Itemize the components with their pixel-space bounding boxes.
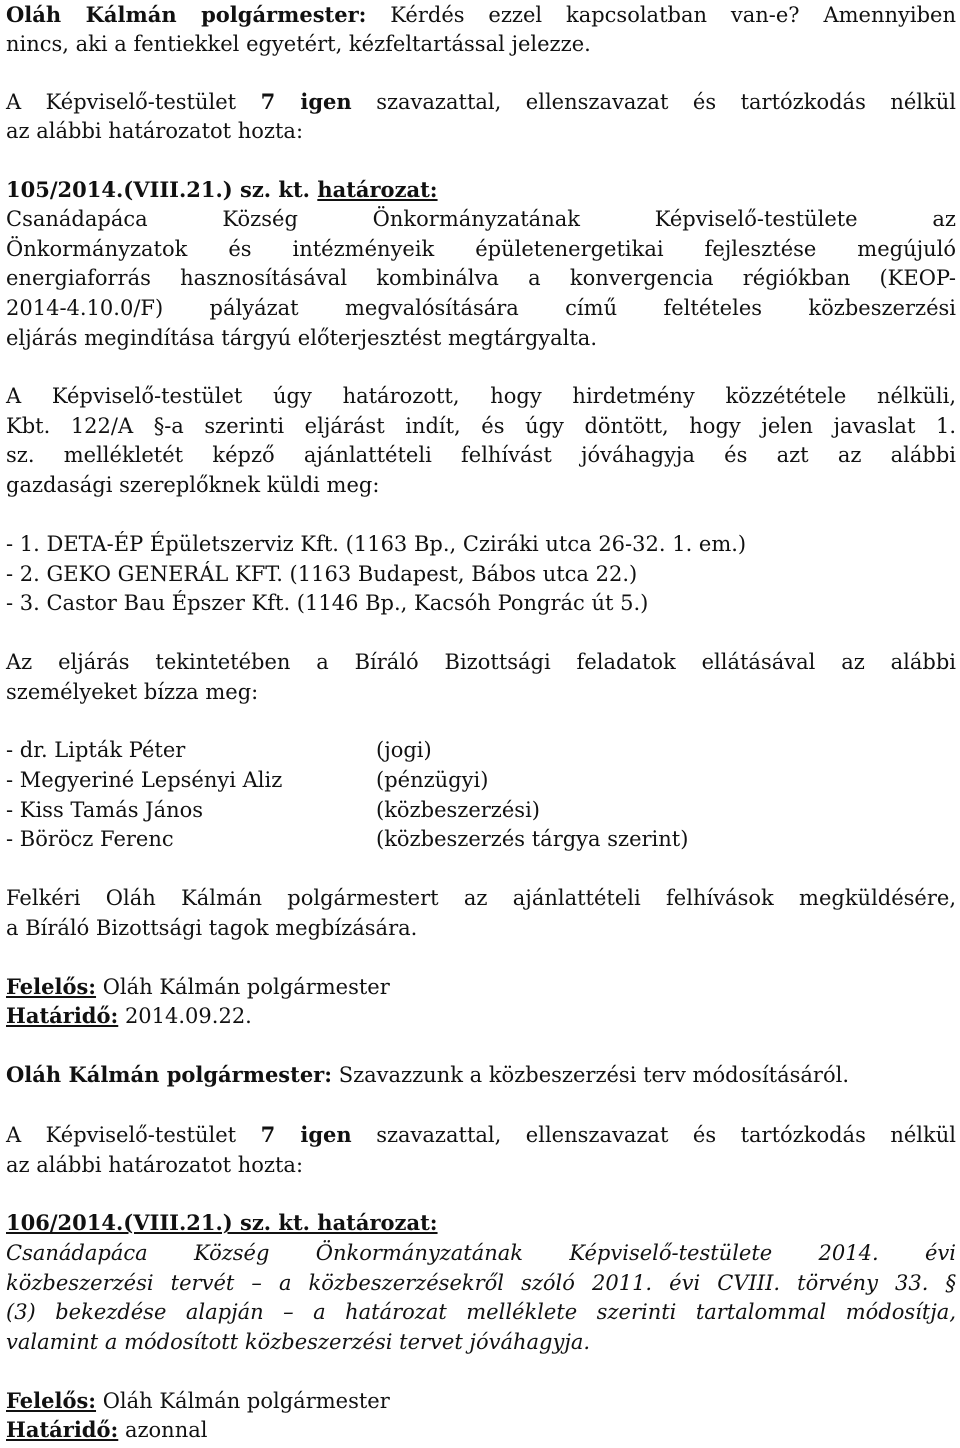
deadline-line: Határidő: 2014.09.22.: [6, 1003, 252, 1028]
member-role: (pénzügyi): [376, 768, 489, 792]
member-name: - dr. Lipták Péter: [6, 738, 186, 762]
decision-line-1: A Képviselő-testület úgy határozott, hogy hirdetmény közzététele nélküli,: [6, 384, 956, 408]
responsible-line: Felelős: Oláh Kálmán polgármester: [6, 1388, 390, 1413]
member-name: - Megyeriné Lepsényi Aliz: [6, 768, 283, 792]
resolution-105-line-4: 2014-4.10.0/F) pályázat megvalósítására című feltételes közbeszerzési: [6, 296, 956, 320]
resolution-105-line-3: energiaforrás hasznosításával kombinálva a konvergencia régiókban (KEOP-: [6, 266, 956, 290]
responsible-label: Felelős:: [6, 974, 97, 999]
request-line-2: a Bíráló Bizottsági tagok megbízására.: [6, 916, 418, 940]
vote-line-2: az alábbi határozatot hozta:: [6, 119, 304, 143]
member-name: - Kiss Tamás János: [6, 798, 204, 822]
resolution-106-line-1: Csanádapáca Község Önkormányzatának Képviselő-testülete 2014. évi: [6, 1241, 956, 1265]
mayor-question-line-2: nincs, aki a fentiekkel egyetért, kézfeltartással jelezze.: [6, 32, 591, 56]
decision-line-4: gazdasági szereplőknek küldi meg:: [6, 473, 380, 497]
speaker-label: Oláh Kálmán polgármester:: [6, 2, 367, 27]
company-item: - 2. GEKO GENERÁL KFT. (1163 Budapest, Bábos utca 22.): [6, 562, 638, 586]
vote-line-1: A Képviselő-testület 7 igen szavazattal, ellenszavazat és tartózkodás nélkül: [6, 89, 956, 114]
company-item: - 1. DETA-ÉP Épületszerviz Kft. (1163 Bp., Cziráki utca 26-32. 1. em.): [6, 532, 747, 556]
member-role: (jogi): [376, 738, 432, 762]
committee-member: [6, 765, 956, 795]
committee-member: [6, 795, 956, 825]
member-role: (közbeszerzés tárgya szerint): [376, 827, 689, 851]
vote-line-2: az alábbi határozatot hozta:: [6, 1153, 304, 1177]
responsible-line: Felelős: Oláh Kálmán polgármester: [6, 974, 390, 999]
company-item: - 3. Castor Bau Épszer Kft. (1146 Bp., Kacsóh Pongrác út 5.): [6, 591, 649, 615]
responsible-label: Felelős:: [6, 1388, 97, 1413]
decision-line-2: Kbt. 122/A §-a szerinti eljárást indít, és úgy döntött, hogy jelen javaslat 1.: [6, 414, 956, 438]
deadline-label: Határidő:: [6, 1003, 119, 1028]
committee-member: [6, 824, 956, 854]
resolution-105-line-5: eljárás megindítása tárgyú előterjesztést megtárgyalta.: [6, 326, 597, 350]
resolution-106-heading: 106/2014.(VIII.21.) sz. kt. határozat:: [6, 1210, 438, 1235]
resolution-106-line-3: (3) bekezdése alapján – a határozat melléklete szerinti tartalommal módosítja,: [6, 1300, 956, 1324]
resolution-105-line-1: Csanádapáca Község Önkormányzatának Képviselő-testülete az: [6, 207, 956, 231]
request-line-1: Felkéri Oláh Kálmán polgármestert az ajánlattételi felhívások megküldésére,: [6, 886, 956, 910]
decision-line-3: sz. mellékletét képző ajánlattételi felhívást jóváhagyja és azt az alábbi: [6, 443, 956, 467]
committee-line-1: Az eljárás tekintetében a Bíráló Bizottsági feladatok ellátásával az alábbi: [6, 650, 956, 674]
member-name: - Böröcz Ferenc: [6, 827, 174, 851]
resolution-105-line-2: Önkormányzatok és intézményeik épületenergetikai fejlesztése megújuló: [6, 237, 956, 261]
deadline-label: Határidő:: [6, 1417, 119, 1442]
deadline-line: Határidő: azonnal: [6, 1417, 208, 1442]
speaker-label: Oláh Kálmán polgármester:: [6, 1062, 333, 1087]
resolution-106-line-2: közbeszerzési tervét – a közbeszerzésekről szóló 2011. évi CVIII. törvény 33. §: [6, 1271, 956, 1295]
vote-line-1: A Képviselő-testület 7 igen szavazattal, ellenszavazat és tartózkodás nélkül: [6, 1122, 956, 1147]
committee-line-2: személyeket bízza meg:: [6, 680, 259, 704]
member-role: (közbeszerzési): [376, 798, 540, 822]
mayor-question-line-1: Oláh Kálmán polgármester: Kérdés ezzel kapcsolatban van-e? Amennyiben: [6, 2, 956, 27]
resolution-106-line-4: valamint a módosított közbeszerzési tervet jóváhagyja.: [6, 1330, 591, 1354]
mayor-motion-line: Oláh Kálmán polgármester: Szavazzunk a közbeszerzési terv módosításáról.: [6, 1062, 850, 1087]
committee-member: [6, 735, 956, 765]
resolution-105-heading: 105/2014.(VIII.21.) sz. kt. határozat:: [6, 177, 438, 202]
